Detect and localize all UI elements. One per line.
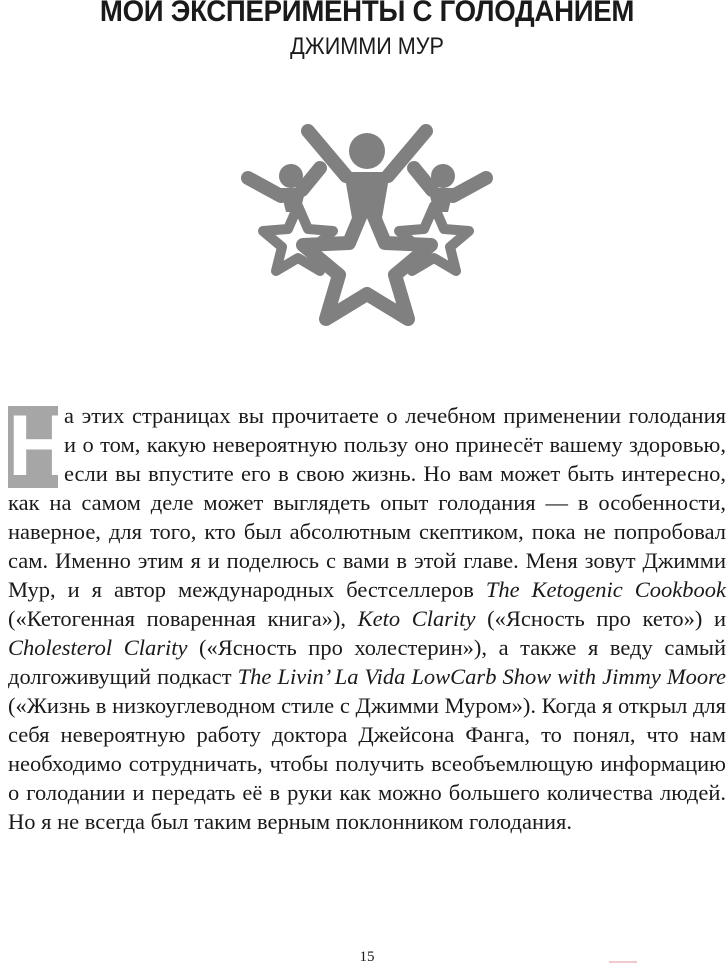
page-edge-mark xyxy=(609,961,637,963)
body-paragraph xyxy=(8,398,726,836)
page-number: 15 xyxy=(359,949,375,965)
paragraph-text-5: («Жизнь в низкоуглеводном стиле с Джимми Муром»). Когда я открыл для себя невероятную работу доктора Джейсона Фанга, то понял, что нам необходимо сотрудничать, чтобы получить всеобъемлющую информацию о голодании и передать её в руки как можно большего количества людей. Но я не всегда был таким верным поклонником голодания. xyxy=(8,693,726,834)
chapter-author: ДЖИММИ МУР xyxy=(290,33,444,60)
podcast-title: The Livin’ La Vida LowCarb Show with Jimmy Moore xyxy=(237,664,726,689)
book-title-keto-clarity: Keto Clarity xyxy=(357,606,476,631)
book-title-ketogenic-cookbook: The Ketogenic Cookbook xyxy=(485,577,726,602)
drop-cap: Н xyxy=(8,398,71,494)
paragraph-text-1: а этих страницах вы прочитаете о лечебном применении голодания и о том, какую невероятную пользу оно принесёт вашему здоровью, если вы впустите его в свою жизнь. Но вам может быть интересно, как на самом деле может выглядеть опыт голодания — в особенности, наверное, для того, кто был абсолютным скептиком, пока не попробовал сам. Именно этим я и поделюсь с вами в этой главе. Меня зовут Джимми Мур, и я автор международных бестселлеров xyxy=(8,403,726,602)
paragraph-text-4: («Ясность про холестерин»), а также я веду самый долгоживущий подкаст xyxy=(8,635,726,689)
paragraph-text-2: («Кетогенная поваренная книга»), xyxy=(8,606,358,631)
book-title-cholesterol-clarity: Cholesterol Clarity xyxy=(8,635,188,660)
paragraph-text-3: («Ясность про кето») и xyxy=(475,606,726,631)
three-people-celebrating-with-stars-icon xyxy=(236,118,498,340)
chapter-title: МОИ ЭКСПЕРИМЕНТЫ С ГОЛОДАНИЕМ xyxy=(99,0,635,28)
